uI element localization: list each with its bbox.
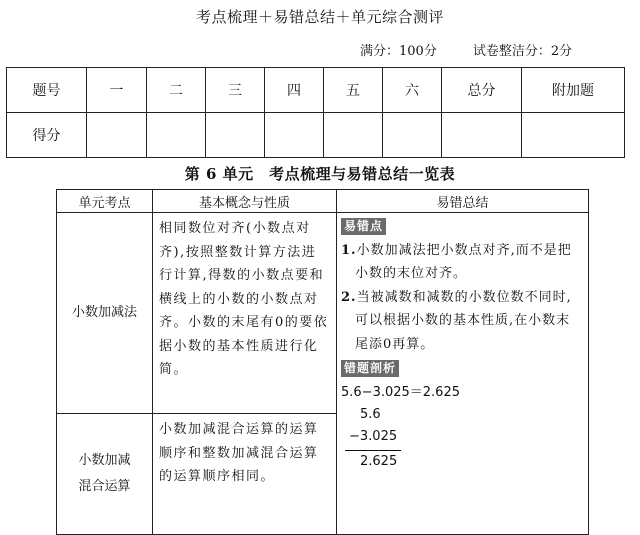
vertical-calculation: [345, 404, 407, 473]
page-header-title: 考点梳理＋易错总结＋单元综合测评: [195, 8, 444, 26]
score-header-cell: 五: [324, 68, 383, 113]
full-score-text: 满分：100分: [360, 44, 437, 59]
vertical-top: 5.6: [360, 406, 381, 422]
score-header-cell: 总分: [442, 68, 522, 113]
score-header-cell: 二: [147, 68, 206, 113]
score-table-header-row: [7, 68, 625, 113]
unit-point-cell: 小数加减法: [57, 213, 153, 414]
score-table: [6, 67, 625, 158]
score-table-score-row: [7, 113, 625, 158]
summary-header-row: [57, 190, 589, 213]
mistake-item: 2.当被减数和减数的小数位数不同时,可以根据小数的基本性质,在小数末尾添0再算。: [341, 289, 572, 352]
vertical-minus: −3.025: [349, 428, 398, 444]
score-input-cell[interactable]: [442, 113, 522, 158]
neatness-score-text: 试卷整洁分：2分: [472, 44, 573, 59]
score-input-cell[interactable]: [206, 113, 265, 158]
score-header-cell: 六: [383, 68, 442, 113]
analysis-tag: 错题剖析: [341, 360, 399, 377]
score-header-cell: 附加题: [522, 68, 625, 113]
column-header: 基本概念与性质: [153, 190, 337, 213]
column-header: 易错总结: [337, 190, 589, 213]
concept-cell: 相同数位对齐(小数点对齐),按照整数计算方法进行计算,得数的小数点要和横线上的小数的小数点对齐。小数的末尾有0的要依据小数的基本性质进行化简。: [153, 213, 337, 414]
vertical-result: 2.625: [360, 453, 398, 469]
mistake-item: 1.小数加减法把小数点对齐,而不是把小数的末位对齐。: [341, 242, 572, 281]
column-header: 单元考点: [57, 190, 153, 213]
calculation-line: 5.6−3.025＝2.625: [341, 384, 460, 400]
score-input-cell[interactable]: [265, 113, 324, 158]
mistake-tag: 易错点: [341, 218, 386, 235]
score-input-cell[interactable]: [87, 113, 147, 158]
score-input-cell[interactable]: [383, 113, 442, 158]
score-header-cell: 题号: [7, 68, 87, 113]
summary-table: [56, 189, 589, 535]
score-label-cell: 得分: [7, 113, 87, 158]
unit-point-cell: 小数加减 混合运算: [57, 414, 153, 535]
summary-row: [57, 213, 589, 414]
score-input-cell[interactable]: [147, 113, 206, 158]
score-header-cell: 四: [265, 68, 324, 113]
score-header-cell: 三: [206, 68, 265, 113]
score-header-cell: 一: [87, 68, 147, 113]
score-input-cell[interactable]: [522, 113, 625, 158]
concept-cell: 小数加减混合运算的运算顺序和整数加减混合运算的运算顺序相同。: [153, 414, 337, 535]
score-input-cell[interactable]: [324, 113, 383, 158]
section-title: 第 6 单元 考点梳理与易错总结一览表: [184, 165, 456, 183]
score-info: [360, 40, 572, 59]
mistake-summary-cell: [337, 213, 589, 535]
